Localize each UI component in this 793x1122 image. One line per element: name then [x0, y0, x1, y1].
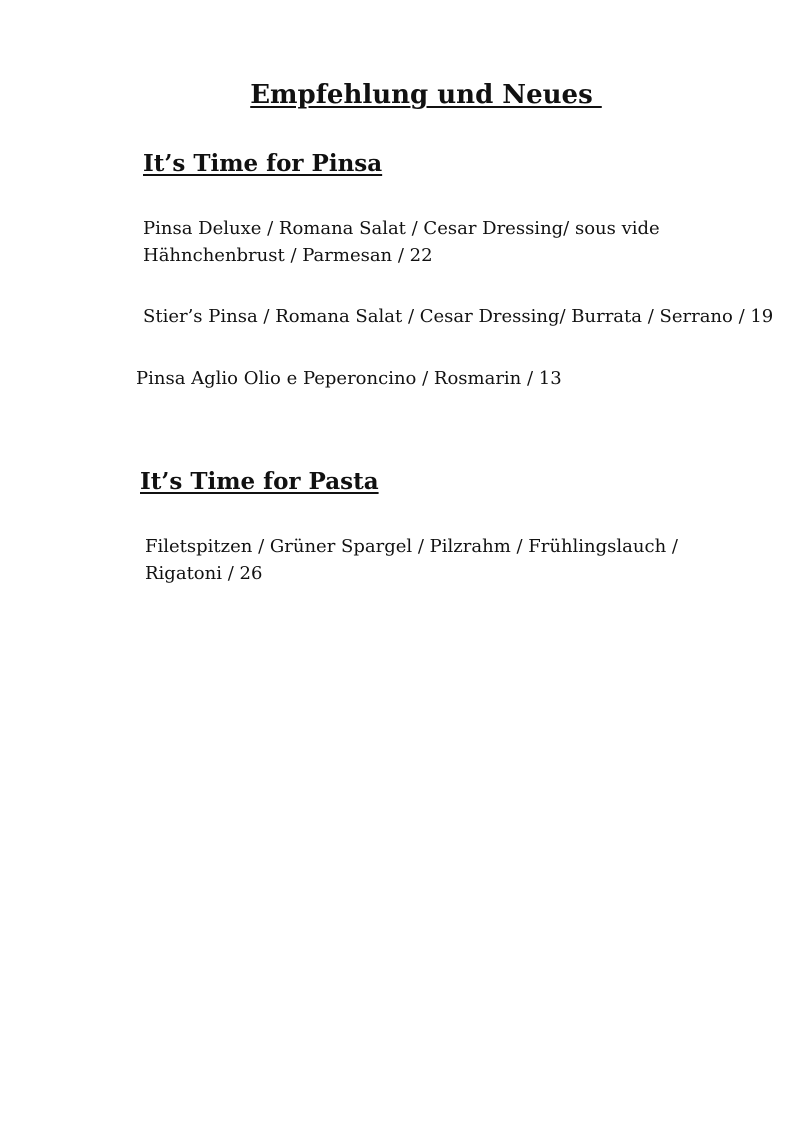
- menu-item-stiers-pinsa: Stier’s Pinsa / Romana Salat / Cesar Dressing/ Burrata / Serrano / 19: [143, 306, 774, 327]
- menu-item-line: Hähnchenbrust / Parmesan / 22: [143, 245, 433, 266]
- menu-item-pinsa-aglio-olio: Pinsa Aglio Olio e Peperoncino / Rosmarin / 13: [136, 368, 562, 389]
- menu-item-line: Rigatoni / 26: [145, 563, 263, 584]
- page-title: Empfehlung und Neues: [250, 80, 602, 110]
- menu-item-line: Pinsa Deluxe / Romana Salat / Cesar Dressing/ sous vide: [143, 218, 660, 239]
- section-heading-pasta: It’s Time for Pasta: [140, 468, 379, 495]
- menu-item-line: Filetspitzen / Grüner Spargel / Pilzrahm / Frühlingslauch /: [145, 536, 678, 557]
- section-heading-pinsa: It’s Time for Pinsa: [143, 150, 383, 177]
